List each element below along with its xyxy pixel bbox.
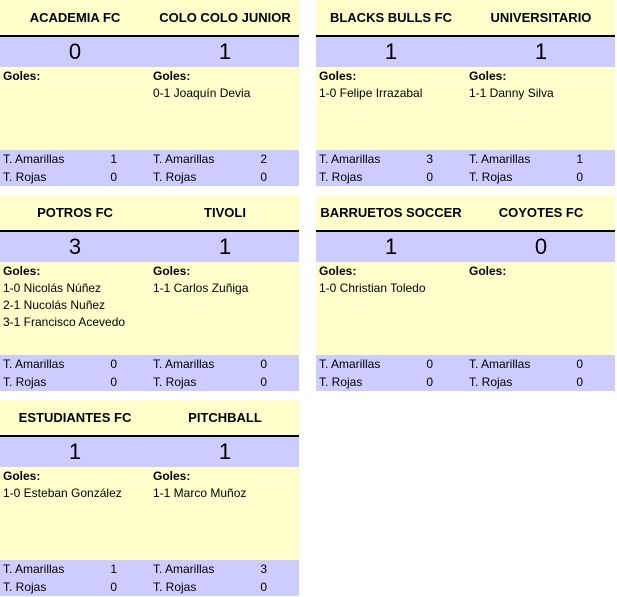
goal-entry: 1-0 Nicolás Núñez [3, 281, 102, 295]
goal-entry: 2-1 Nucolás Nuñez [3, 298, 106, 312]
home-red-count: 0 [110, 170, 117, 184]
away-goals [153, 467, 303, 502]
red-cards-label: T. Rojas [469, 375, 513, 389]
match-card [0, 195, 299, 391]
home-goals [3, 67, 153, 85]
red-cards-label: T. Rojas [3, 580, 47, 594]
red-cards-label: T. Rojas [153, 580, 197, 594]
goals-section [316, 262, 615, 355]
goals-label: Goles: [3, 469, 41, 483]
home-yellow-count: 0 [426, 357, 433, 371]
away-team-name: COYOTES FC [498, 205, 584, 220]
match-card [316, 0, 615, 186]
goal-entry: 1-1 Danny Silva [469, 86, 554, 100]
away-yellow-count: 2 [260, 152, 267, 166]
goals-section [0, 467, 299, 560]
home-score: 3 [68, 234, 82, 259]
home-goals [319, 67, 469, 102]
home-goals [3, 262, 153, 331]
match-header [316, 0, 615, 35]
home-team-name: ACADEMIA FC [29, 10, 121, 25]
away-red-count: 0 [260, 375, 267, 389]
away-red-count: 0 [260, 170, 267, 184]
goal-entry: 1-0 Esteban González [3, 486, 122, 500]
away-yellow-count: 0 [260, 357, 267, 371]
yellow-cards-label: T. Amarillas [3, 152, 65, 166]
goals-label: Goles: [3, 264, 41, 278]
yellow-cards-label: T. Amarillas [153, 562, 215, 576]
home-yellow-count: 1 [110, 152, 117, 166]
yellow-cards-label: T. Amarillas [469, 152, 531, 166]
away-score: 1 [218, 234, 232, 259]
goals-section [0, 67, 299, 150]
red-cards-label: T. Rojas [153, 170, 197, 184]
scoreline [0, 435, 299, 467]
goal-entry: 0-1 Joaquín Devia [153, 86, 251, 100]
goals-label: Goles: [469, 69, 507, 83]
home-score: 1 [68, 439, 82, 464]
away-team-name: PITCHBALL [188, 410, 262, 425]
away-goals [153, 262, 303, 297]
red-cards-label: T. Rojas [153, 375, 197, 389]
cards-section [0, 355, 299, 391]
away-score: 1 [218, 439, 232, 464]
red-cards-label: T. Rojas [3, 170, 47, 184]
scoreline [0, 230, 299, 262]
yellow-cards-label: T. Amarillas [319, 152, 381, 166]
home-yellow-count: 1 [110, 562, 117, 576]
yellow-cards-label: T. Amarillas [469, 357, 531, 371]
goal-entry: 1-0 Christian Toledo [319, 281, 426, 295]
away-yellow-count: 0 [576, 357, 583, 371]
away-red-count: 0 [576, 375, 583, 389]
goals-label: Goles: [153, 69, 191, 83]
scoreline [316, 35, 615, 67]
home-red-count: 0 [110, 580, 117, 594]
home-score: 1 [384, 234, 398, 259]
home-red-count: 0 [110, 375, 117, 389]
red-cards-label: T. Rojas [319, 375, 363, 389]
away-team-name: COLO COLO JUNIOR [159, 10, 291, 25]
away-goals [469, 262, 617, 280]
red-cards-label: T. Rojas [3, 375, 47, 389]
home-red-count: 0 [426, 170, 433, 184]
goals-section [0, 262, 299, 355]
goal-entry: 1-1 Carlos Zuñiga [153, 281, 249, 295]
match-header [0, 400, 299, 435]
goal-entry: 1-0 Felipe Irrazabal [319, 86, 423, 100]
home-score: 1 [384, 39, 398, 64]
yellow-cards-label: T. Amarillas [3, 562, 65, 576]
cards-section [316, 355, 615, 391]
away-goals [469, 67, 617, 102]
goal-entry: 3-1 Francisco Acevedo [3, 315, 126, 329]
goals-label: Goles: [153, 264, 191, 278]
match-card [0, 400, 299, 596]
goals-label: Goles: [469, 264, 507, 278]
away-yellow-count: 3 [260, 562, 267, 576]
away-score: 1 [534, 39, 548, 64]
match-card [316, 195, 615, 391]
goals-section [316, 67, 615, 150]
home-yellow-count: 0 [110, 357, 117, 371]
away-red-count: 0 [576, 170, 583, 184]
yellow-cards-label: T. Amarillas [153, 357, 215, 371]
goals-label: Goles: [153, 469, 191, 483]
cards-section [316, 150, 615, 186]
yellow-cards-label: T. Amarillas [319, 357, 381, 371]
match-header [316, 195, 615, 230]
home-yellow-count: 3 [426, 152, 433, 166]
goals-label: Goles: [319, 69, 357, 83]
away-team-name: UNIVERSITARIO [490, 10, 592, 25]
away-score: 0 [534, 234, 548, 259]
away-score: 1 [218, 39, 232, 64]
yellow-cards-label: T. Amarillas [153, 152, 215, 166]
goals-label: Goles: [3, 69, 41, 83]
home-team-name: POTROS FC [37, 205, 113, 220]
scoreline [0, 35, 299, 67]
home-team-name: BLACKS BULLS FC [329, 10, 453, 25]
match-card [0, 0, 299, 186]
away-goals [153, 67, 303, 102]
home-team-name: BARRUETOS SOCCER [320, 205, 462, 220]
home-goals [3, 467, 153, 502]
home-team-name: ESTUDIANTES FC [18, 410, 132, 425]
home-goals [319, 262, 469, 297]
match-header [0, 195, 299, 230]
away-yellow-count: 1 [576, 152, 583, 166]
home-score: 0 [68, 39, 82, 64]
away-red-count: 0 [260, 580, 267, 594]
match-header [0, 0, 299, 35]
cards-section [0, 150, 299, 186]
cards-section [0, 560, 299, 596]
goals-label: Goles: [319, 264, 357, 278]
yellow-cards-label: T. Amarillas [3, 357, 65, 371]
red-cards-label: T. Rojas [319, 170, 363, 184]
red-cards-label: T. Rojas [469, 170, 513, 184]
home-red-count: 0 [426, 375, 433, 389]
scoreline [316, 230, 615, 262]
goal-entry: 1-1 Marco Muñoz [153, 486, 247, 500]
away-team-name: TIVOLI [204, 205, 246, 220]
